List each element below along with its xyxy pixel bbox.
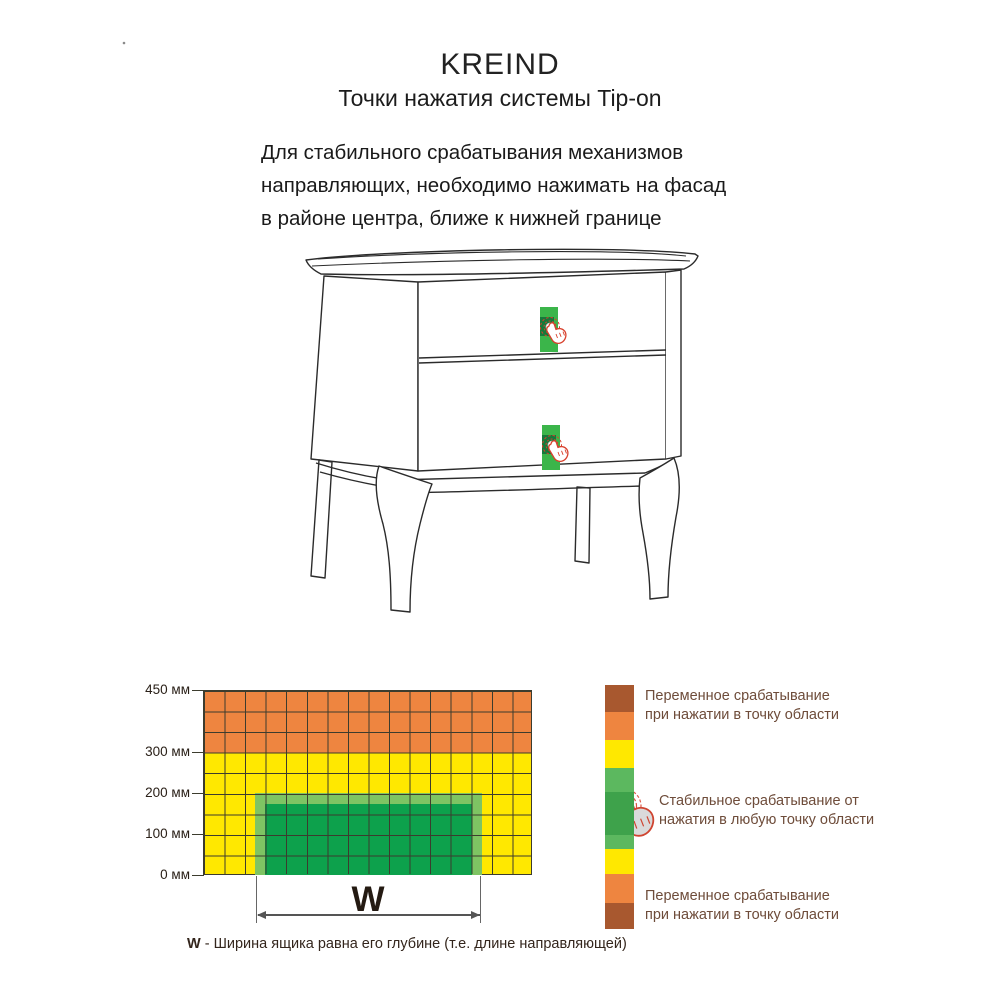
back-left-leg bbox=[311, 460, 332, 578]
back-right-leg bbox=[575, 487, 590, 563]
caption-text: - Ширина ящика равна его глубине (т.е. длине направляющей) bbox=[200, 936, 627, 952]
left-apron-bottom bbox=[320, 472, 398, 489]
nightstand-outline bbox=[123, 42, 698, 612]
right-apron-top bbox=[645, 459, 674, 473]
intro-line: Для стабильного срабатывания механизмов bbox=[261, 141, 684, 164]
legend-swatch bbox=[605, 768, 634, 792]
y-tick-mark bbox=[192, 834, 204, 835]
front-left-leg bbox=[376, 466, 432, 612]
legend-line: при нажатии в точку области bbox=[645, 706, 839, 723]
legend-line: нажатия в любую точку области bbox=[659, 811, 875, 828]
width-dimension-label: W bbox=[351, 880, 385, 919]
arrow-left-icon bbox=[257, 911, 266, 919]
front-right-leg bbox=[639, 458, 679, 599]
y-tick-mark bbox=[192, 875, 204, 876]
drawer-divider bbox=[419, 350, 666, 363]
left-apron-top bbox=[316, 463, 397, 481]
y-tick-label: 450 мм bbox=[145, 682, 190, 697]
y-tick-mark bbox=[192, 793, 204, 794]
front-apron-bottom bbox=[399, 486, 643, 493]
y-tick-mark bbox=[192, 752, 204, 753]
legend-line: Переменное срабатывание bbox=[645, 888, 830, 904]
right-post bbox=[666, 270, 681, 459]
page-title: Точки нажатия системы Tip-on bbox=[338, 85, 662, 111]
arrow-right-icon bbox=[471, 911, 480, 919]
y-tick-mark bbox=[192, 690, 204, 691]
legend-line: Стабильное срабатывание от bbox=[659, 793, 859, 809]
legend-item-stable bbox=[659, 792, 874, 829]
front-apron-top bbox=[397, 473, 645, 480]
legend-swatch bbox=[605, 874, 634, 903]
legend-swatch bbox=[605, 849, 634, 874]
tip-on-press-zone-icon bbox=[540, 307, 566, 352]
legend-swatch bbox=[605, 903, 634, 929]
tabletop-molding-line bbox=[312, 259, 690, 266]
y-tick-label: 300 мм bbox=[145, 744, 190, 759]
side-panel bbox=[311, 276, 418, 471]
tabletop-bevel-line bbox=[318, 252, 686, 259]
y-tick-label: 0 мм bbox=[160, 867, 190, 882]
right-apron-bottom bbox=[643, 470, 670, 486]
intro-paragraph bbox=[261, 136, 726, 235]
intro-line: в районе центра, ближе к нижней границе bbox=[261, 207, 662, 230]
y-tick-label: 200 мм bbox=[145, 785, 190, 800]
legend-line: при нажатии в точку области bbox=[645, 906, 839, 923]
intro-line: направляющих, необходимо нажимать на фасад bbox=[261, 174, 727, 197]
chart-gridlines bbox=[204, 691, 531, 874]
front-face bbox=[418, 272, 666, 471]
tabletop bbox=[306, 249, 698, 274]
press-zone-chart bbox=[203, 690, 532, 875]
legend-color-bar bbox=[605, 685, 634, 929]
dimension-extension-line bbox=[480, 876, 481, 923]
tip-on-press-zone-icon bbox=[542, 425, 568, 470]
brand-title: KREIND bbox=[440, 48, 560, 81]
legend-swatch bbox=[605, 835, 634, 849]
dot-artifact bbox=[123, 42, 126, 45]
legend-item-variable-top bbox=[645, 687, 839, 724]
y-tick-label: 100 мм bbox=[145, 826, 190, 841]
legend-item-variable-bottom bbox=[645, 887, 839, 924]
legend-line: Переменное срабатывание bbox=[645, 688, 830, 704]
legend-swatch bbox=[605, 685, 634, 712]
legend-swatch bbox=[605, 792, 634, 835]
legend-swatch bbox=[605, 712, 634, 740]
legend-swatch bbox=[605, 740, 634, 768]
caption-term: W bbox=[187, 936, 201, 952]
chart-caption bbox=[187, 936, 627, 952]
